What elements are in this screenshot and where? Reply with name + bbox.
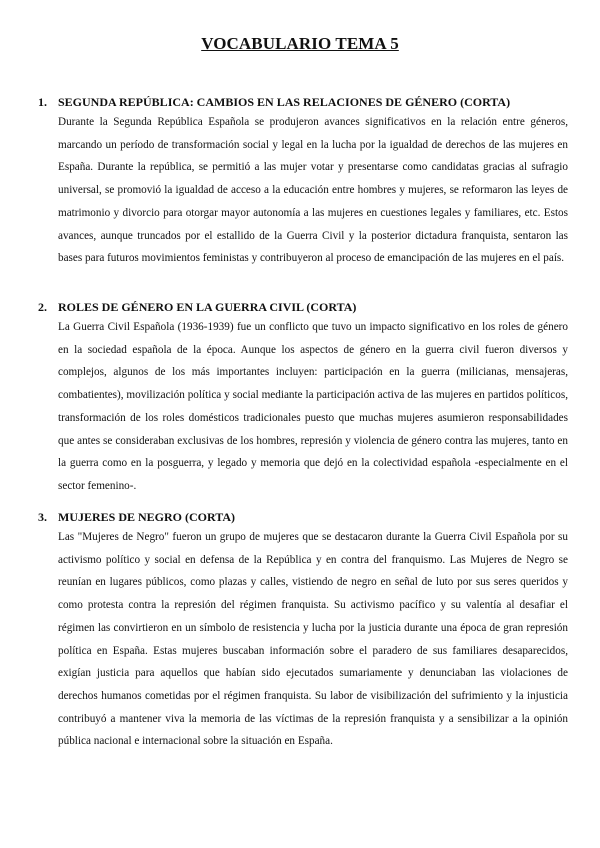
section-number: 3. — [38, 510, 47, 524]
section-heading-text: MUJERES DE NEGRO (CORTA) — [58, 510, 236, 524]
section-body: La Guerra Civil Española (1936-1939) fue un conflicto que tuvo un impacto significativo en los roles de género en la sociedad española de la época. Aunque los aspectos de género en la guerra civil fueron diversos y complejos, algunos de los más importantes incluyen: participación en la guerra (milicianas, mensajeras, combatientes), movilización política y social mediante la participación activa de las mujeres en partidos políticos, transformación de los roles domésticos tradicionales puesto que muchas mujeres asumieron responsabilidades que antes se consideraban exclusivas de los hombres, represión y violencia de género contra las mujeres, tanto en la guerra como en la posguerra, y legado y memoria que dejó en la colectividad española -especialmente en el sector femenino-. — [58, 321, 568, 492]
section-roles-genero — [38, 299, 568, 498]
section-heading — [38, 299, 568, 315]
section-mujeres-de-negro — [38, 509, 568, 753]
section-body: Las "Mujeres de Negro" fueron un grupo de mujeres que se destacaron durante la Guerra Civil Española por su activismo político y social en defensa de la República y en contra del franquismo. Las Mujeres de Negro se reunían en lugares públicos, como plazas y calles, vistiendo de negro en señal de luto por sus seres queridos y como protesta contra la represión del régimen franquista. Su activismo pacífico y su valentía al desafiar el régimen las convirtieron en un símbolo de resistencia y lucha por la justicia durante una época de gran represión política en España. Estas mujeres buscaban información sobre el paradero de sus familiares desaparecidos, exigían justicia para aquellos que habían sido ejecutados sumariamente y denunciaban las violaciones de derechos humanos cometidas por el régimen franquista. Su labor de visibilización del sufrimiento y la injusticia contribuyó a mantener viva la memoria de las víctimas de la represión franquista y a sensibilizar a la opinión pública nacional e internacional sobre la situación en España. — [58, 531, 568, 748]
section-heading — [38, 509, 568, 525]
document-title: VOCABULARIO TEMA 5 — [201, 34, 399, 53]
section-number: 1. — [38, 95, 47, 109]
section-heading — [38, 94, 568, 110]
section-heading-text: ROLES DE GÉNERO EN LA GUERRA CIVIL (CORTA) — [58, 300, 357, 314]
section-number: 2. — [38, 300, 47, 314]
section-heading-text: SEGUNDA REPÚBLICA: CAMBIOS EN LAS RELACIONES DE GÉNERO (CORTA) — [58, 95, 511, 109]
section-body: Durante la Segunda República Española se produjeron avances significativos en la relación entre géneros, marcando un período de transformación social y legal en la lucha por la igualdad de derechos de las mujeres en España. Durante la república, se permitió a las mujer votar y presentarse como candidatas gracias al sufragio universal, se promovió la igualdad de acceso a la educación entre hombres y mujeres, se reformaron las leyes de matrimonio y divorcio para otorgar mayor autonomía a las mujeres en cuestiones legales y familiares, etc. Estos avances, aunque truncados por el estallido de la Guerra Civil y la posterior dictadura franquista, sentaron las bases para futuros movimientos feministas y contribuyeron al proceso de emancipación de las mujeres en el país. — [58, 116, 568, 265]
section-segunda-republica — [38, 94, 568, 270]
